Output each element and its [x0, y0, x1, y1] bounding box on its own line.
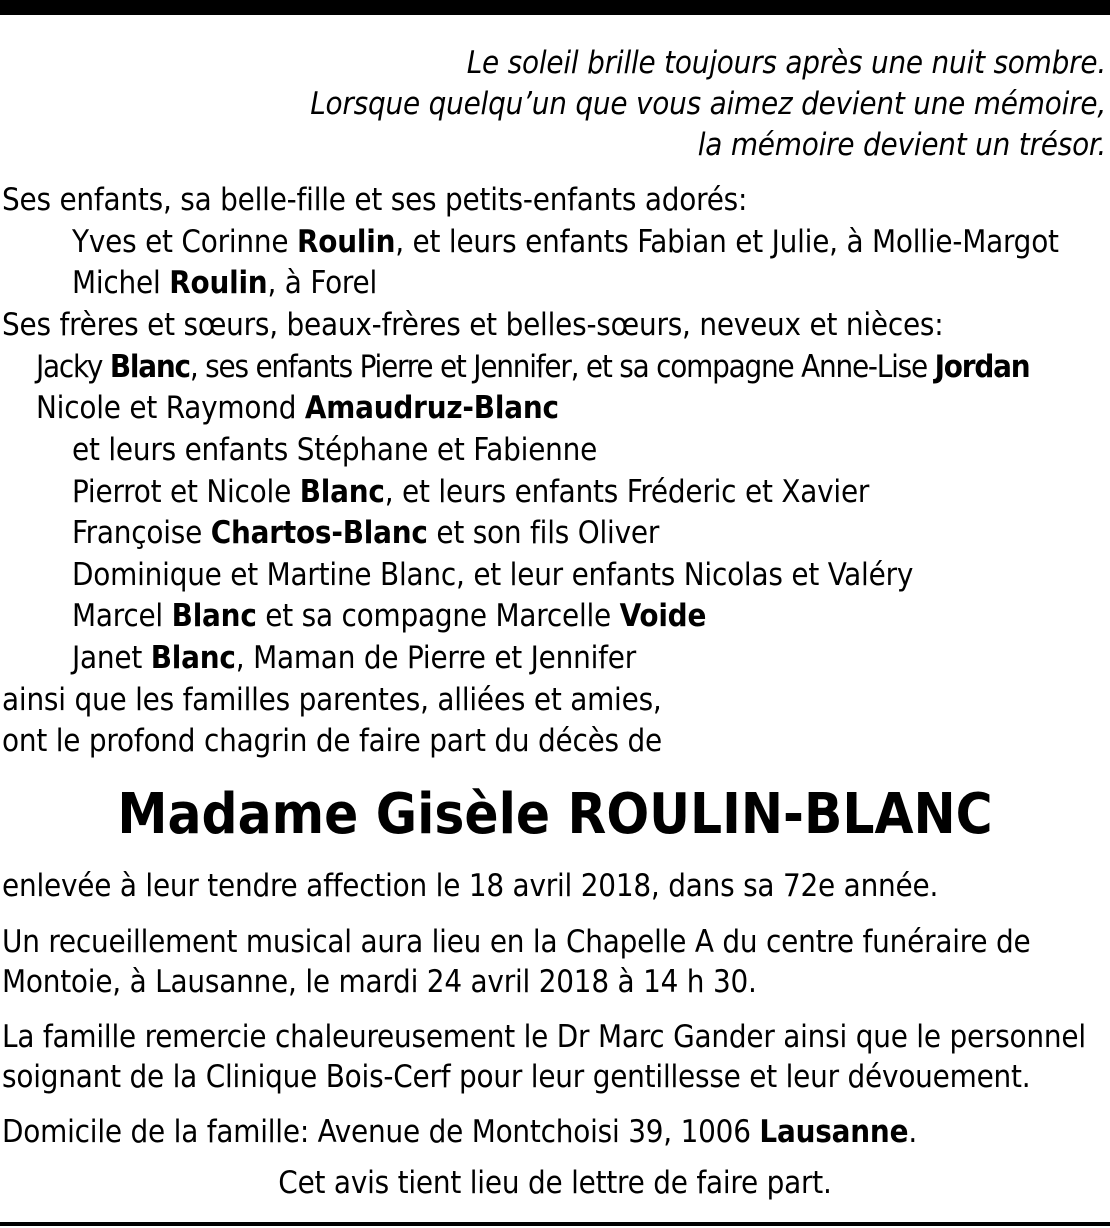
family-name: Chartos-Blanc [210, 515, 428, 551]
poem-line-1: Le soleil brille toujours après une nuit sombre. [466, 45, 1106, 81]
sibling-dominique: Dominique et Martine Blanc, et leur enfants Nicolas et Valéry [72, 557, 914, 593]
sibling-jacky: Jacky Blanc, ses enfants Pierre et Jennifer, et sa compagne Anne-Lise Jordan [36, 349, 1030, 385]
sibling-nicole-children: et leurs enfants Stéphane et Fabienne [72, 432, 598, 468]
family-name: Voide [619, 598, 707, 634]
family-name: Blanc [109, 349, 190, 385]
ceremony-line-1: Un recueillement musical aura lieu en la Chapelle A du centre funéraire de [2, 924, 1031, 960]
domicile-line: Domicile de la famille: Avenue de Montchoisi 39, 1006 Lausanne. [2, 1114, 917, 1150]
family-name: Amaudruz-Blanc [304, 390, 559, 426]
siblings-intro: Ses frères et sœurs, beaux-frères et belles-sœurs, neveux et nièces: [2, 307, 944, 343]
sibling-nicole: Nicole et Raymond Amaudruz-Blanc [36, 390, 559, 426]
announcement-line: ont le profond chagrin de faire part du décès de [2, 723, 663, 759]
top-rule [0, 0, 1110, 15]
closing-line: Cet avis tient lieu de lettre de faire part. [278, 1165, 832, 1201]
family-name: Blanc [171, 598, 257, 634]
family-name: Blanc [150, 640, 236, 676]
bottom-rule [0, 1222, 1110, 1226]
families-line: ainsi que les familles parentes, alliées et amies, [2, 682, 662, 718]
child-michel: Michel Roulin, à Forel [72, 265, 378, 301]
sibling-francoise: Françoise Chartos-Blanc et son fils Oliver [72, 515, 660, 551]
family-name: Roulin [296, 224, 396, 260]
poem-line-2: Lorsque quelqu’un que vous aimez devient une mémoire, [310, 86, 1106, 122]
sibling-marcel: Marcel Blanc et sa compagne Marcelle Voide [72, 598, 707, 634]
sibling-pierrot: Pierrot et Nicole Blanc, et leurs enfants Fréderic et Xavier [72, 474, 870, 510]
passed-line: enlevée à leur tendre affection le 18 avril 2018, dans sa 72e année. [2, 868, 939, 904]
family-name: Blanc [299, 474, 385, 510]
child-yves: Yves et Corinne Roulin, et leurs enfants Fabian et Julie, à Mollie-Margot [72, 224, 1059, 260]
children-intro: Ses enfants, sa belle-fille et ses petits-enfants adorés: [2, 182, 748, 218]
poem-line-3: la mémoire devient un trésor. [697, 127, 1106, 163]
family-name: Jordan [934, 349, 1030, 385]
family-name: Roulin [169, 265, 268, 301]
ceremony-line-2: Montoie, à Lausanne, le mardi 24 avril 2018 à 14 h 30. [2, 964, 757, 1000]
thanks-line-1: La famille remercie chaleureusement le Dr Marc Gander ainsi que le personnel [2, 1019, 1086, 1055]
thanks-line-2: soignant de la Clinique Bois-Cerf pour leur gentillesse et leur dévouement. [2, 1059, 1031, 1095]
deceased-name: Madame Gisèle ROULIN-BLANC [117, 782, 993, 847]
city-name: Lausanne [759, 1114, 909, 1150]
sibling-janet: Janet Blanc, Maman de Pierre et Jennifer [72, 640, 636, 676]
